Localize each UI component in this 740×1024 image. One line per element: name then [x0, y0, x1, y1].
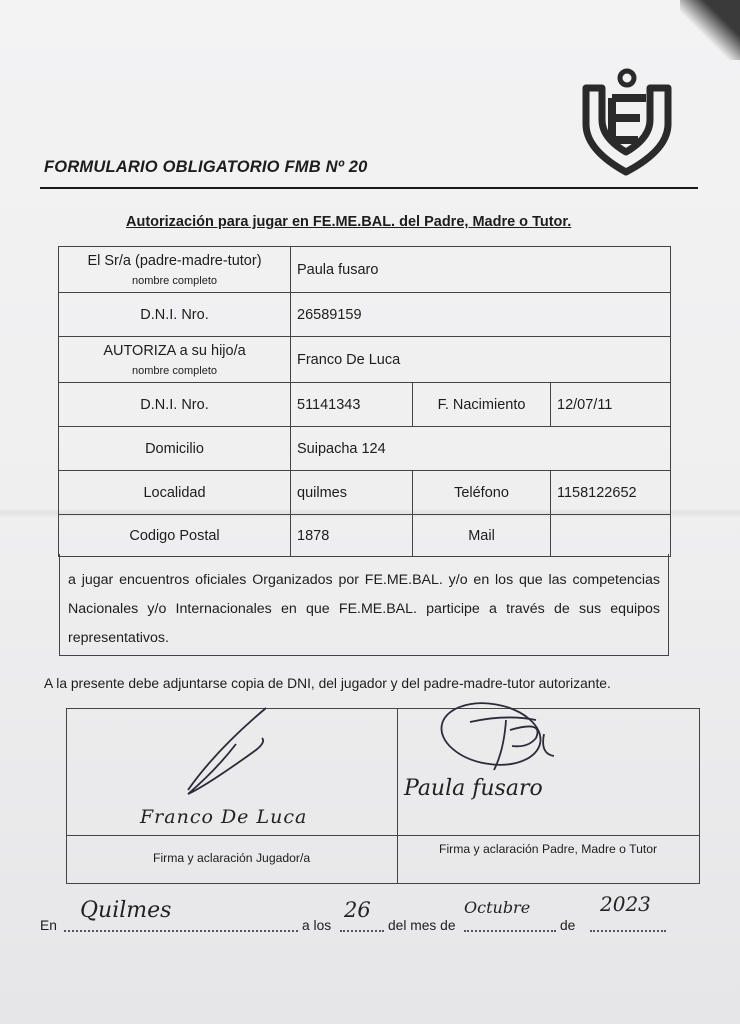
address-field[interactable]: Suipacha 124 [291, 427, 671, 471]
attachment-note: A la presente debe adjuntarse copia de DNI, del jugador y del padre-madre-tutor autorizante. [44, 676, 611, 691]
form-subtitle: Autorización para jugar en FE.ME.BAL. del Padre, Madre o Tutor. [126, 214, 572, 230]
child-dni-field[interactable]: 51141343 [291, 383, 413, 427]
year-field[interactable]: 2023 [600, 892, 651, 916]
city-field[interactable]: quilmes [291, 471, 413, 515]
place-field[interactable]: Quilmes [80, 898, 172, 923]
tutor-sublabel: nombre completo [132, 274, 217, 287]
phone-label: Teléfono [413, 471, 551, 515]
tutor-name-row [59, 247, 671, 293]
signature-scribbles [66, 690, 706, 880]
tutor-signature-icon [437, 696, 546, 772]
tutor-dni-label: D.N.I. Nro. [59, 293, 291, 337]
page-corner-shadow [680, 0, 740, 60]
address-row [59, 427, 671, 471]
tutor-signature-name: Paula fusaro [404, 776, 543, 801]
player-signature-icon [188, 708, 266, 794]
city-label: Localidad [59, 471, 291, 515]
child-sublabel: nombre completo [132, 364, 217, 377]
de-label: de [560, 918, 576, 933]
a-los-label: a los [302, 918, 332, 933]
phone-field[interactable]: 1158122652 [551, 471, 671, 515]
child-name-row [59, 337, 671, 383]
child-label: AUTORIZA a su hijo/a [103, 342, 246, 359]
month-field[interactable]: Octubre [464, 898, 531, 917]
tutor-signature-caption: Firma y aclaración Padre, Madre o Tutor [439, 842, 658, 856]
authorization-table [58, 246, 671, 557]
authorization-text: a jugar encuentros oficiales Organizados por FE.ME.BAL. y/o en los que las competencias Nacionales y/o Internacionales en que FE.ME.BAL. participe a través de sus equipos representativos. [59, 554, 669, 656]
child-label-cell [59, 337, 291, 383]
year-dotted-line [590, 920, 666, 932]
femebal-logo-icon [582, 68, 672, 178]
tutor-label: El Sr/a (padre-madre-tutor) [87, 252, 262, 269]
birth-date-field[interactable]: 12/07/11 [551, 383, 671, 427]
day-field[interactable]: 26 [344, 898, 371, 922]
address-label: Domicilio [59, 427, 291, 471]
city-row [59, 471, 671, 515]
tutor-dni-field[interactable]: 26589159 [291, 293, 671, 337]
month-dotted-line [464, 920, 556, 932]
zip-field[interactable]: 1878 [291, 515, 413, 557]
tutor-dni-row [59, 293, 671, 337]
mail-label: Mail [413, 515, 551, 557]
place-date-line [40, 892, 720, 946]
mes-label: del mes de [388, 918, 456, 933]
child-dni-label: D.N.I. Nro. [59, 383, 291, 427]
player-signature-name: Franco De Luca [140, 806, 308, 828]
tutor-name-field[interactable]: Paula fusaro [291, 247, 671, 293]
zip-row [59, 515, 671, 557]
player-signature-caption: Firma y aclaración Jugador/a [153, 851, 311, 865]
mail-field[interactable] [551, 515, 671, 557]
zip-label: Codigo Postal [59, 515, 291, 557]
child-name-field[interactable]: Franco De Luca [291, 337, 671, 383]
title-rule [40, 187, 698, 189]
tutor-label-cell [59, 247, 291, 293]
en-label: En [40, 918, 57, 933]
form-title: FORMULARIO OBLIGATORIO FMB Nº 20 [44, 158, 368, 176]
child-dni-row [59, 383, 671, 427]
birth-date-label: F. Nacimiento [413, 383, 551, 427]
